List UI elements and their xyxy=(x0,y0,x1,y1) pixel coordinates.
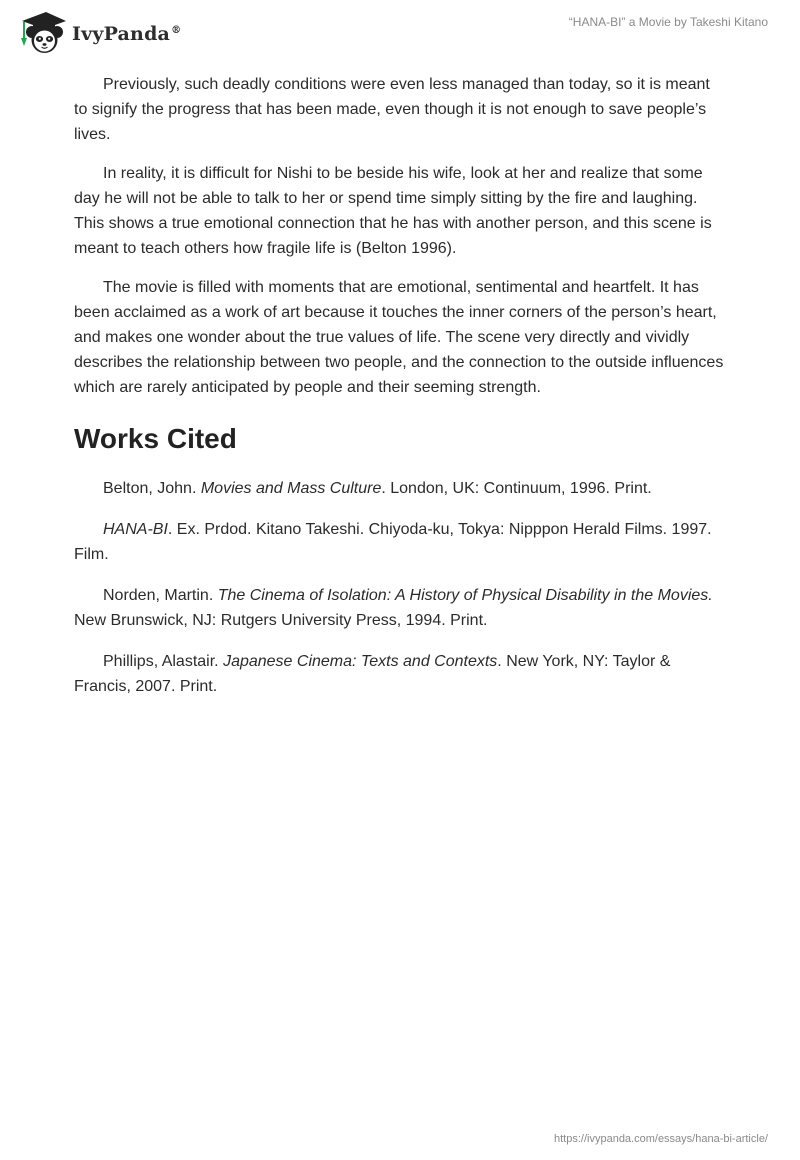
body-paragraph: Previously, such deadly conditions were even less managed than today, so it is meant to signify the progress that has been made, even though it is not enough to save people’s lives. xyxy=(74,76,710,143)
citation-title: The Cinema of Isolation: A History of Physical Disability in the Movies. xyxy=(217,587,713,604)
logo-wordmark xyxy=(72,23,181,45)
ivypanda-logo[interactable] xyxy=(16,8,181,56)
citation-entry xyxy=(74,517,726,567)
citation-entry xyxy=(74,649,726,699)
citation-details: . Ex. Prdod. Kitano Takeshi. Chiyoda-ku, Tokya: Nipppon Herald Films. 1997. Film. xyxy=(74,521,712,563)
panda-graduate-icon xyxy=(16,8,68,56)
citation-title: Movies and Mass Culture xyxy=(200,480,382,497)
citation-author: Phillips, Alastair. xyxy=(103,653,224,670)
citation-author: Belton, John. xyxy=(103,480,201,497)
document-title: “HANA-BI” a Movie by Takeshi Kitano xyxy=(568,15,768,29)
citation-details: New Brunswick, NJ: Rutgers University Press, 1994. Print. xyxy=(74,612,488,629)
citation-details: . London, UK: Continuum, 1996. Print. xyxy=(381,480,652,497)
essay-content xyxy=(74,72,726,715)
source-url[interactable]: https://ivypanda.com/essays/hana-bi-article/ xyxy=(554,1133,768,1145)
citation-details: . New York, NY: Taylor & Francis, 2007. Print. xyxy=(74,653,671,695)
citation-entry xyxy=(74,476,726,501)
works-cited-heading: Works Cited xyxy=(74,423,237,454)
logo-name: IvyPanda xyxy=(72,23,171,45)
citation-author: Norden, Martin. xyxy=(103,587,218,604)
citation-title: Japanese Cinema: Texts and Contexts xyxy=(223,653,498,670)
registered-mark: ® xyxy=(171,24,182,36)
page-header xyxy=(0,0,800,60)
citation-entry xyxy=(74,583,726,633)
body-paragraph: In reality, it is difficult for Nishi to be beside his wife, look at her and realize that some day he will not be able to talk to her or spend time simply sitting by the fire and laughing. This shows a true emotional connection that he has with another person, and this scene is meant to teach others how fragile life is (Belton 1996). xyxy=(74,165,712,257)
citation-title: HANA-BI xyxy=(103,521,168,538)
body-paragraph: The movie is filled with moments that are emotional, sentimental and heartfelt. It has been acclaimed as a work of art because it touches the inner corners of the person’s heart, and makes one wonder about the true values of life. The scene very directly and vividly describes the relationship between two people, and the connection to the outside influences which are rarely anticipated by people and their seeming strength. xyxy=(74,279,724,396)
